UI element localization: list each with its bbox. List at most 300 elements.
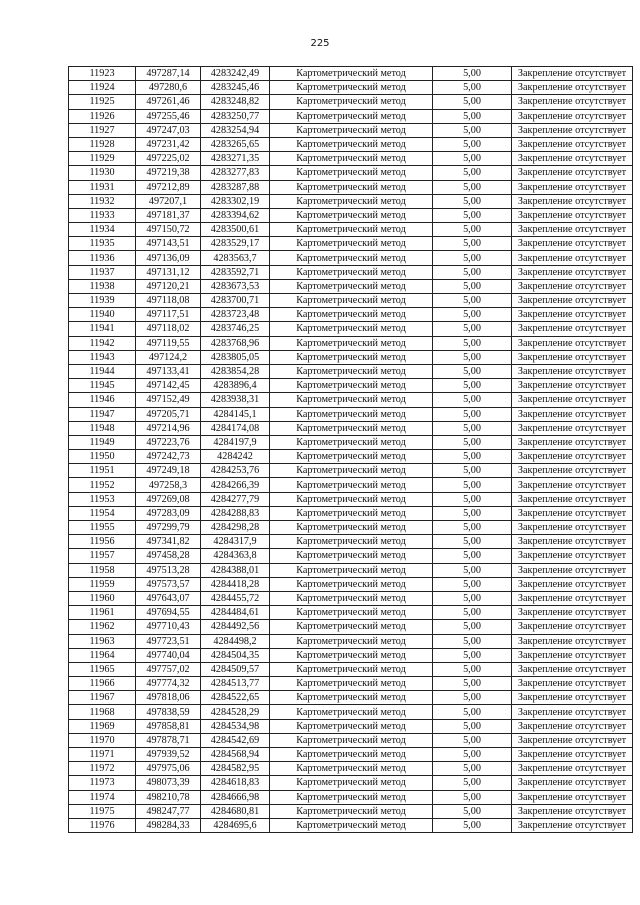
point-number-cell: 11941 [69,322,136,336]
method-cell: Картометрический метод [270,762,433,776]
accuracy-cell: 5,00 [433,67,512,81]
table-row [69,620,633,634]
fixing-cell: Закрепление отсутствует [512,279,633,293]
fixing-cell: Закрепление отсутствует [512,492,633,506]
y-coordinate-cell: 4283723,48 [201,308,270,322]
fixing-cell: Закрепление отсутствует [512,677,633,691]
accuracy-cell: 5,00 [433,350,512,364]
fixing-cell: Закрепление отсутствует [512,109,633,123]
table-row [69,762,633,776]
x-coordinate-cell: 497283,09 [136,506,201,520]
y-coordinate-cell: 4283938,31 [201,393,270,407]
accuracy-cell: 5,00 [433,691,512,705]
point-number-cell: 11931 [69,180,136,194]
method-cell: Картометрический метод [270,719,433,733]
point-number-cell: 11949 [69,435,136,449]
x-coordinate-cell: 497225,02 [136,152,201,166]
accuracy-cell: 5,00 [433,180,512,194]
y-coordinate-cell: 4283265,65 [201,137,270,151]
fixing-cell: Закрепление отсутствует [512,464,633,478]
accuracy-cell: 5,00 [433,336,512,350]
table-row [69,818,633,832]
x-coordinate-cell: 497207,1 [136,194,201,208]
y-coordinate-cell: 4284242 [201,450,270,464]
table-row [69,123,633,137]
x-coordinate-cell: 497205,71 [136,407,201,421]
fixing-cell: Закрепление отсутствует [512,521,633,535]
table-row [69,492,633,506]
fixing-cell: Закрепление отсутствует [512,95,633,109]
y-coordinate-cell: 4284498,2 [201,634,270,648]
y-coordinate-cell: 4284266,39 [201,478,270,492]
point-number-cell: 11935 [69,237,136,251]
accuracy-cell: 5,00 [433,492,512,506]
point-number-cell: 11956 [69,535,136,549]
fixing-cell: Закрепление отсутствует [512,535,633,549]
point-number-cell: 11938 [69,279,136,293]
method-cell: Картометрический метод [270,535,433,549]
point-number-cell: 11958 [69,563,136,577]
table-row [69,137,633,151]
accuracy-cell: 5,00 [433,804,512,818]
y-coordinate-cell: 4284363,8 [201,549,270,563]
fixing-cell: Закрепление отсутствует [512,208,633,222]
x-coordinate-cell: 497258,3 [136,478,201,492]
accuracy-cell: 5,00 [433,322,512,336]
table-row [69,265,633,279]
accuracy-cell: 5,00 [433,733,512,747]
method-cell: Картометрический метод [270,180,433,194]
method-cell: Картометрический метод [270,506,433,520]
method-cell: Картометрический метод [270,606,433,620]
y-coordinate-cell: 4284666,98 [201,790,270,804]
point-number-cell: 11974 [69,790,136,804]
accuracy-cell: 5,00 [433,137,512,151]
table-row [69,804,633,818]
point-number-cell: 11963 [69,634,136,648]
x-coordinate-cell: 497117,51 [136,308,201,322]
accuracy-cell: 5,00 [433,95,512,109]
y-coordinate-cell: 4283250,77 [201,109,270,123]
y-coordinate-cell: 4284492,56 [201,620,270,634]
table-row [69,109,633,123]
accuracy-cell: 5,00 [433,606,512,620]
point-number-cell: 11951 [69,464,136,478]
method-cell: Картометрический метод [270,109,433,123]
table-row [69,95,633,109]
x-coordinate-cell: 497214,96 [136,421,201,435]
accuracy-cell: 5,00 [433,577,512,591]
point-number-cell: 11927 [69,123,136,137]
fixing-cell: Закрепление отсутствует [512,67,633,81]
accuracy-cell: 5,00 [433,279,512,293]
accuracy-cell: 5,00 [433,407,512,421]
fixing-cell: Закрепление отсутствует [512,194,633,208]
x-coordinate-cell: 498210,78 [136,790,201,804]
y-coordinate-cell: 4284695,6 [201,818,270,832]
x-coordinate-cell: 497740,04 [136,648,201,662]
method-cell: Картометрический метод [270,81,433,95]
accuracy-cell: 5,00 [433,435,512,449]
method-cell: Картометрический метод [270,137,433,151]
x-coordinate-cell: 497118,02 [136,322,201,336]
point-number-cell: 11948 [69,421,136,435]
table-row [69,223,633,237]
y-coordinate-cell: 4284568,94 [201,748,270,762]
method-cell: Картометрический метод [270,591,433,605]
fixing-cell: Закрепление отсутствует [512,733,633,747]
y-coordinate-cell: 4284418,28 [201,577,270,591]
accuracy-cell: 5,00 [433,563,512,577]
table-row [69,364,633,378]
accuracy-cell: 5,00 [433,762,512,776]
y-coordinate-cell: 4283896,4 [201,379,270,393]
fixing-cell: Закрепление отсутствует [512,606,633,620]
x-coordinate-cell: 497818,06 [136,691,201,705]
method-cell: Картометрический метод [270,549,433,563]
method-cell: Картометрический метод [270,648,433,662]
table-row [69,733,633,747]
table-row [69,279,633,293]
x-coordinate-cell: 497133,41 [136,364,201,378]
x-coordinate-cell: 497247,03 [136,123,201,137]
accuracy-cell: 5,00 [433,705,512,719]
method-cell: Картометрический метод [270,662,433,676]
point-number-cell: 11975 [69,804,136,818]
table-row [69,336,633,350]
x-coordinate-cell: 497458,28 [136,549,201,563]
x-coordinate-cell: 497136,09 [136,251,201,265]
method-cell: Картометрический метод [270,677,433,691]
point-number-cell: 11964 [69,648,136,662]
x-coordinate-cell: 497723,51 [136,634,201,648]
table-row [69,379,633,393]
x-coordinate-cell: 497261,46 [136,95,201,109]
method-cell: Картометрический метод [270,492,433,506]
point-number-cell: 11942 [69,336,136,350]
fixing-cell: Закрепление отсутствует [512,719,633,733]
fixing-cell: Закрепление отсутствует [512,322,633,336]
y-coordinate-cell: 4283287,88 [201,180,270,194]
x-coordinate-cell: 497219,38 [136,166,201,180]
table-row [69,719,633,733]
x-coordinate-cell: 497150,72 [136,223,201,237]
x-coordinate-cell: 497242,73 [136,450,201,464]
accuracy-cell: 5,00 [433,308,512,322]
accuracy-cell: 5,00 [433,123,512,137]
point-number-cell: 11968 [69,705,136,719]
y-coordinate-cell: 4284253,76 [201,464,270,478]
accuracy-cell: 5,00 [433,464,512,478]
table-row [69,208,633,222]
x-coordinate-cell: 497694,55 [136,606,201,620]
x-coordinate-cell: 497249,18 [136,464,201,478]
point-number-cell: 11970 [69,733,136,747]
x-coordinate-cell: 497838,59 [136,705,201,719]
point-number-cell: 11930 [69,166,136,180]
method-cell: Картометрический метод [270,804,433,818]
x-coordinate-cell: 497269,08 [136,492,201,506]
method-cell: Картометрический метод [270,478,433,492]
accuracy-cell: 5,00 [433,648,512,662]
fixing-cell: Закрепление отсутствует [512,166,633,180]
table-row [69,407,633,421]
table-row [69,506,633,520]
y-coordinate-cell: 4283302,19 [201,194,270,208]
y-coordinate-cell: 4283854,28 [201,364,270,378]
fixing-cell: Закрепление отсутствует [512,591,633,605]
fixing-cell: Закрепление отсутствует [512,251,633,265]
table-row [69,691,633,705]
y-coordinate-cell: 4284582,95 [201,762,270,776]
fixing-cell: Закрепление отсутствует [512,450,633,464]
method-cell: Картометрический метод [270,251,433,265]
method-cell: Картометрический метод [270,166,433,180]
accuracy-cell: 5,00 [433,521,512,535]
method-cell: Картометрический метод [270,336,433,350]
method-cell: Картометрический метод [270,464,433,478]
x-coordinate-cell: 497255,46 [136,109,201,123]
y-coordinate-cell: 4284504,35 [201,648,270,662]
method-cell: Картометрический метод [270,67,433,81]
fixing-cell: Закрепление отсутствует [512,294,633,308]
accuracy-cell: 5,00 [433,109,512,123]
y-coordinate-cell: 4283746,25 [201,322,270,336]
table-row [69,634,633,648]
point-number-cell: 11926 [69,109,136,123]
table-row [69,251,633,265]
method-cell: Картометрический метод [270,350,433,364]
point-number-cell: 11924 [69,81,136,95]
point-number-cell: 11929 [69,152,136,166]
fixing-cell: Закрепление отсутствует [512,776,633,790]
x-coordinate-cell: 497975,06 [136,762,201,776]
fixing-cell: Закрепление отсутствует [512,762,633,776]
table-row [69,194,633,208]
table-row [69,435,633,449]
point-number-cell: 11971 [69,748,136,762]
table-row [69,577,633,591]
x-coordinate-cell: 497341,82 [136,535,201,549]
x-coordinate-cell: 497280,6 [136,81,201,95]
accuracy-cell: 5,00 [433,364,512,378]
x-coordinate-cell: 497120,21 [136,279,201,293]
point-number-cell: 11957 [69,549,136,563]
accuracy-cell: 5,00 [433,393,512,407]
y-coordinate-cell: 4283271,35 [201,152,270,166]
method-cell: Картометрический метод [270,450,433,464]
method-cell: Картометрический метод [270,776,433,790]
method-cell: Картометрический метод [270,123,433,137]
y-coordinate-cell: 4284513,77 [201,677,270,691]
point-number-cell: 11936 [69,251,136,265]
accuracy-cell: 5,00 [433,251,512,265]
fixing-cell: Закрепление отсутствует [512,790,633,804]
x-coordinate-cell: 497118,08 [136,294,201,308]
fixing-cell: Закрепление отсутствует [512,364,633,378]
coordinates-table-body [69,67,633,833]
point-number-cell: 11943 [69,350,136,364]
table-row [69,294,633,308]
accuracy-cell: 5,00 [433,208,512,222]
accuracy-cell: 5,00 [433,662,512,676]
point-number-cell: 11965 [69,662,136,676]
fixing-cell: Закрепление отсутствует [512,662,633,676]
x-coordinate-cell: 497878,71 [136,733,201,747]
y-coordinate-cell: 4283700,71 [201,294,270,308]
table-row [69,748,633,762]
point-number-cell: 11953 [69,492,136,506]
y-coordinate-cell: 4283529,17 [201,237,270,251]
point-number-cell: 11947 [69,407,136,421]
fixing-cell: Закрепление отсутствует [512,237,633,251]
y-coordinate-cell: 4284388,01 [201,563,270,577]
table-row [69,478,633,492]
method-cell: Картометрический метод [270,577,433,591]
table-row [69,705,633,719]
fixing-cell: Закрепление отсутствует [512,804,633,818]
x-coordinate-cell: 497513,28 [136,563,201,577]
method-cell: Картометрический метод [270,265,433,279]
x-coordinate-cell: 497643,07 [136,591,201,605]
y-coordinate-cell: 4284277,79 [201,492,270,506]
accuracy-cell: 5,00 [433,535,512,549]
point-number-cell: 11928 [69,137,136,151]
table-row [69,790,633,804]
accuracy-cell: 5,00 [433,478,512,492]
y-coordinate-cell: 4284509,57 [201,662,270,676]
page-number: 225 [310,38,330,49]
y-coordinate-cell: 4283277,83 [201,166,270,180]
x-coordinate-cell: 497181,37 [136,208,201,222]
method-cell: Картометрический метод [270,435,433,449]
accuracy-cell: 5,00 [433,194,512,208]
method-cell: Картометрический метод [270,194,433,208]
fixing-cell: Закрепление отсутствует [512,705,633,719]
method-cell: Картометрический метод [270,748,433,762]
accuracy-cell: 5,00 [433,790,512,804]
y-coordinate-cell: 4283242,49 [201,67,270,81]
method-cell: Картометрический метод [270,152,433,166]
x-coordinate-cell: 497710,43 [136,620,201,634]
y-coordinate-cell: 4284528,29 [201,705,270,719]
accuracy-cell: 5,00 [433,748,512,762]
method-cell: Картометрический метод [270,733,433,747]
point-number-cell: 11954 [69,506,136,520]
accuracy-cell: 5,00 [433,421,512,435]
table-row [69,521,633,535]
point-number-cell: 11967 [69,691,136,705]
accuracy-cell: 5,00 [433,223,512,237]
fixing-cell: Закрепление отсутствует [512,350,633,364]
x-coordinate-cell: 497223,76 [136,435,201,449]
accuracy-cell: 5,00 [433,237,512,251]
y-coordinate-cell: 4284455,72 [201,591,270,605]
x-coordinate-cell: 497231,42 [136,137,201,151]
fixing-cell: Закрепление отсутствует [512,748,633,762]
fixing-cell: Закрепление отсутствует [512,123,633,137]
method-cell: Картометрический метод [270,790,433,804]
y-coordinate-cell: 4283394,62 [201,208,270,222]
method-cell: Картометрический метод [270,818,433,832]
point-number-cell: 11952 [69,478,136,492]
point-number-cell: 11925 [69,95,136,109]
table-row [69,308,633,322]
fixing-cell: Закрепление отсутствует [512,691,633,705]
y-coordinate-cell: 4283245,46 [201,81,270,95]
fixing-cell: Закрепление отсутствует [512,620,633,634]
x-coordinate-cell: 497774,32 [136,677,201,691]
y-coordinate-cell: 4284145,1 [201,407,270,421]
point-number-cell: 11932 [69,194,136,208]
fixing-cell: Закрепление отсутствует [512,180,633,194]
fixing-cell: Закрепление отсутствует [512,634,633,648]
point-number-cell: 11972 [69,762,136,776]
method-cell: Картометрический метод [270,237,433,251]
y-coordinate-cell: 4284484,61 [201,606,270,620]
accuracy-cell: 5,00 [433,591,512,605]
fixing-cell: Закрепление отсутствует [512,478,633,492]
accuracy-cell: 5,00 [433,379,512,393]
y-coordinate-cell: 4284522,65 [201,691,270,705]
method-cell: Картометрический метод [270,634,433,648]
method-cell: Картометрический метод [270,521,433,535]
x-coordinate-cell: 497212,89 [136,180,201,194]
table-row [69,450,633,464]
x-coordinate-cell: 497119,55 [136,336,201,350]
method-cell: Картометрический метод [270,208,433,222]
x-coordinate-cell: 497143,51 [136,237,201,251]
y-coordinate-cell: 4283254,94 [201,123,270,137]
fixing-cell: Закрепление отсутствует [512,818,633,832]
method-cell: Картометрический метод [270,294,433,308]
table-row [69,421,633,435]
table-row [69,563,633,577]
point-number-cell: 11940 [69,308,136,322]
accuracy-cell: 5,00 [433,81,512,95]
x-coordinate-cell: 497142,45 [136,379,201,393]
point-number-cell: 11966 [69,677,136,691]
y-coordinate-cell: 4283248,82 [201,95,270,109]
method-cell: Картометрический метод [270,691,433,705]
fixing-cell: Закрепление отсутствует [512,577,633,591]
table-row [69,648,633,662]
table-row [69,662,633,676]
method-cell: Картометрический метод [270,279,433,293]
method-cell: Картометрический метод [270,705,433,719]
accuracy-cell: 5,00 [433,677,512,691]
x-coordinate-cell: 497299,79 [136,521,201,535]
fixing-cell: Закрепление отсутствует [512,379,633,393]
point-number-cell: 11923 [69,67,136,81]
accuracy-cell: 5,00 [433,166,512,180]
method-cell: Картометрический метод [270,364,433,378]
y-coordinate-cell: 4283805,05 [201,350,270,364]
point-number-cell: 11960 [69,591,136,605]
y-coordinate-cell: 4284298,28 [201,521,270,535]
table-row [69,464,633,478]
method-cell: Картометрический метод [270,379,433,393]
fixing-cell: Закрепление отсутствует [512,308,633,322]
coordinates-table [68,66,633,833]
y-coordinate-cell: 4284288,83 [201,506,270,520]
y-coordinate-cell: 4284174,08 [201,421,270,435]
x-coordinate-cell: 498247,77 [136,804,201,818]
point-number-cell: 11955 [69,521,136,535]
method-cell: Картометрический метод [270,322,433,336]
accuracy-cell: 5,00 [433,265,512,279]
method-cell: Картометрический метод [270,620,433,634]
